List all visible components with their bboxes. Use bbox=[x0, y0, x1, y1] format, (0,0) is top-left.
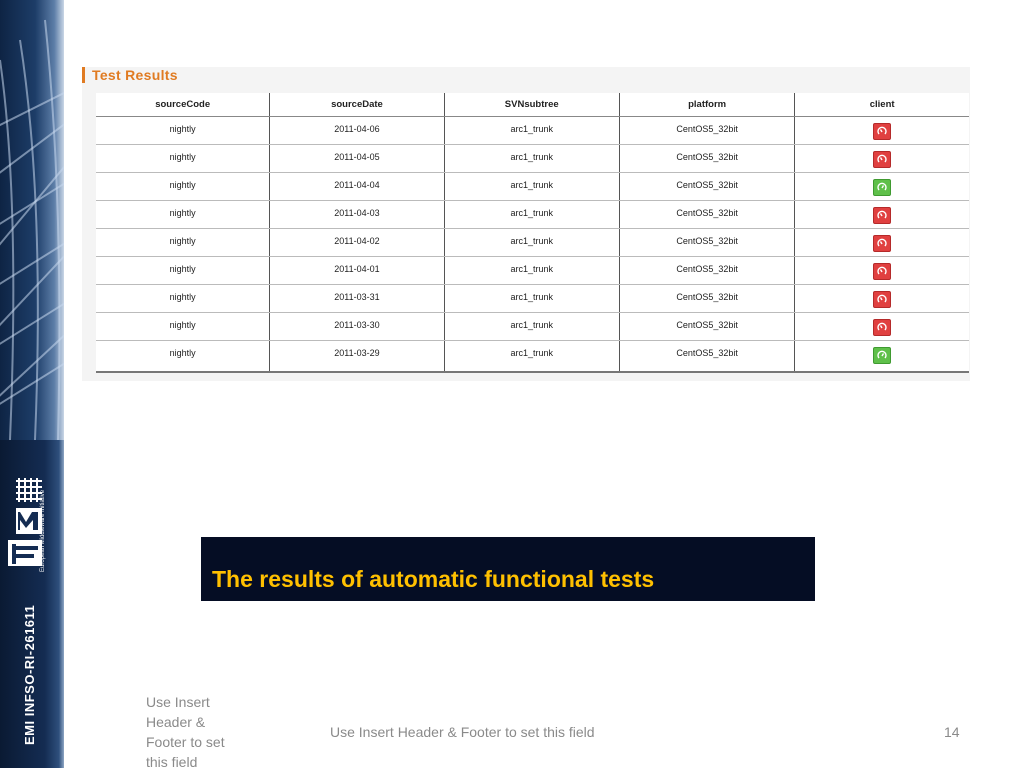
results-table bbox=[96, 93, 969, 373]
platform-cell: CentOS5_32bit bbox=[619, 285, 794, 313]
source-code-cell: nightly bbox=[96, 145, 270, 173]
svn-subtree-cell: arc1_trunk bbox=[444, 173, 619, 201]
client-status-cell bbox=[795, 285, 969, 313]
platform-cell: CentOS5_32bit bbox=[619, 313, 794, 341]
test-fail-icon[interactable] bbox=[873, 319, 891, 336]
svn-subtree-cell: arc1_trunk bbox=[444, 341, 619, 372]
sidebar: European Middleware Initiative EMI INFSO-RI-261611 bbox=[0, 0, 64, 768]
svn-subtree-cell: arc1_trunk bbox=[444, 285, 619, 313]
source-code-cell: nightly bbox=[96, 229, 270, 257]
svn-subtree-cell: arc1_trunk bbox=[444, 229, 619, 257]
platform-cell: CentOS5_32bit bbox=[619, 145, 794, 173]
caption-text: The results of automatic functional tests bbox=[212, 566, 655, 592]
source-date-cell: 2011-04-05 bbox=[270, 145, 444, 173]
client-status-cell bbox=[795, 173, 969, 201]
test-fail-icon[interactable] bbox=[873, 235, 891, 252]
source-date-cell: 2011-04-04 bbox=[270, 173, 444, 201]
table-row[interactable] bbox=[96, 257, 969, 285]
table-row[interactable] bbox=[96, 173, 969, 201]
platform-cell: CentOS5_32bit bbox=[619, 229, 794, 257]
source-code-cell: nightly bbox=[96, 173, 270, 201]
column-header-svnsubtree[interactable]: SVNsubtree bbox=[444, 93, 619, 117]
table-row[interactable] bbox=[96, 201, 969, 229]
client-status-cell bbox=[795, 201, 969, 229]
client-status-cell bbox=[795, 313, 969, 341]
platform-cell: CentOS5_32bit bbox=[619, 257, 794, 285]
table-row[interactable] bbox=[96, 285, 969, 313]
source-code-cell: nightly bbox=[96, 201, 270, 229]
project-id-label: EMI INFSO-RI-261611 bbox=[22, 604, 37, 745]
client-status-cell bbox=[795, 341, 969, 372]
table-header-row bbox=[96, 93, 969, 117]
table-row[interactable] bbox=[96, 313, 969, 341]
panel-title bbox=[82, 66, 178, 84]
source-date-cell: 2011-04-06 bbox=[270, 117, 444, 145]
test-fail-icon[interactable] bbox=[873, 151, 891, 168]
client-status-cell bbox=[795, 117, 969, 145]
panel-title-text: Test Results bbox=[92, 67, 178, 83]
test-fail-icon[interactable] bbox=[873, 207, 891, 224]
source-code-cell: nightly bbox=[96, 257, 270, 285]
test-fail-icon[interactable] bbox=[873, 291, 891, 308]
platform-cell: CentOS5_32bit bbox=[619, 341, 794, 372]
client-status-cell bbox=[795, 257, 969, 285]
test-fail-icon[interactable] bbox=[873, 123, 891, 140]
test-fail-icon[interactable] bbox=[873, 263, 891, 280]
svn-subtree-cell: arc1_trunk bbox=[444, 145, 619, 173]
svn-subtree-cell: arc1_trunk bbox=[444, 313, 619, 341]
platform-cell: CentOS5_32bit bbox=[619, 173, 794, 201]
platform-cell: CentOS5_32bit bbox=[619, 117, 794, 145]
source-date-cell: 2011-03-29 bbox=[270, 341, 444, 372]
client-status-cell bbox=[795, 145, 969, 173]
source-code-cell: nightly bbox=[96, 313, 270, 341]
source-date-cell: 2011-03-31 bbox=[270, 285, 444, 313]
svn-subtree-cell: arc1_trunk bbox=[444, 257, 619, 285]
source-code-cell: nightly bbox=[96, 285, 270, 313]
test-pass-icon[interactable] bbox=[873, 179, 891, 196]
column-header-sourcedate[interactable]: sourceDate bbox=[270, 93, 444, 117]
table-row[interactable] bbox=[96, 145, 969, 173]
footer-left-field: Use Insert Header & Footer to set this field bbox=[146, 694, 225, 770]
table-row[interactable] bbox=[96, 229, 969, 257]
page-number: 14 bbox=[944, 724, 960, 740]
column-header-sourcecode[interactable]: sourceCode bbox=[96, 93, 270, 117]
footer-center-field: Use Insert Header & Footer to set this field bbox=[330, 724, 595, 740]
source-date-cell: 2011-03-30 bbox=[270, 313, 444, 341]
source-code-cell: nightly bbox=[96, 117, 270, 145]
table-row[interactable] bbox=[96, 117, 969, 145]
svn-subtree-cell: arc1_trunk bbox=[444, 117, 619, 145]
client-status-cell bbox=[795, 229, 969, 257]
column-header-client[interactable]: client bbox=[795, 93, 969, 117]
platform-cell: CentOS5_32bit bbox=[619, 201, 794, 229]
source-code-cell: nightly bbox=[96, 341, 270, 372]
source-date-cell: 2011-04-03 bbox=[270, 201, 444, 229]
caption-box bbox=[201, 537, 815, 601]
source-date-cell: 2011-04-01 bbox=[270, 257, 444, 285]
test-pass-icon[interactable] bbox=[873, 347, 891, 364]
title-accent-bar bbox=[82, 67, 85, 83]
table-row[interactable] bbox=[96, 341, 969, 372]
source-date-cell: 2011-04-02 bbox=[270, 229, 444, 257]
svn-subtree-cell: arc1_trunk bbox=[444, 201, 619, 229]
column-header-platform[interactable]: platform bbox=[619, 93, 794, 117]
